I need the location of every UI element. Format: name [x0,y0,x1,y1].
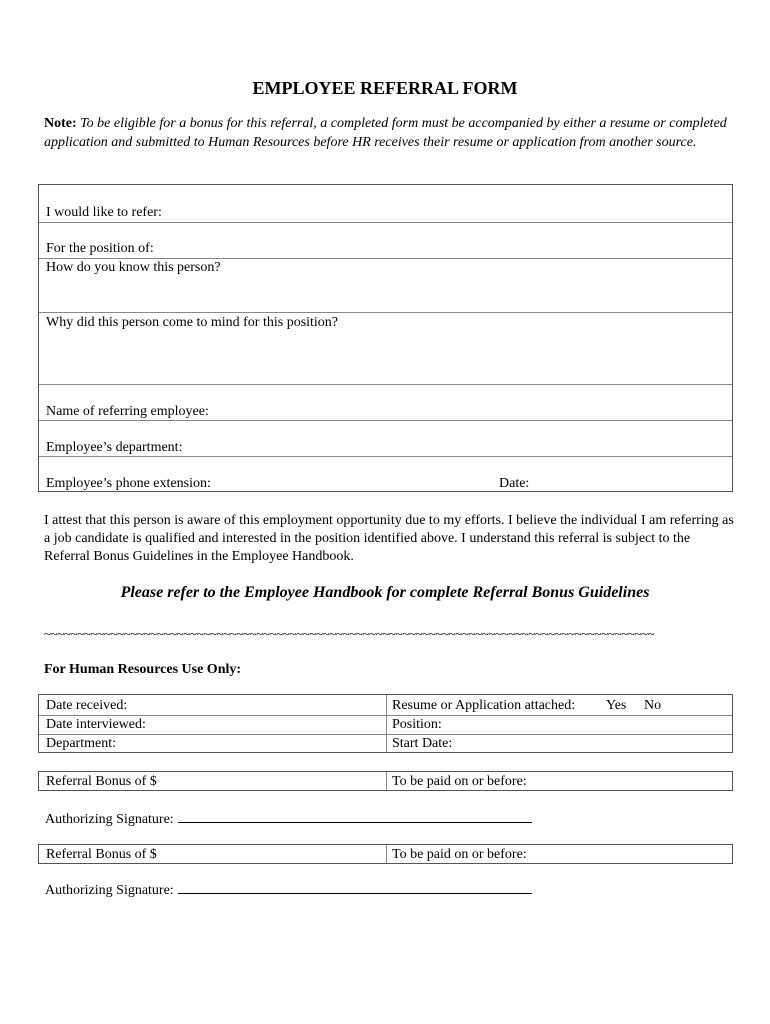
position-field-label: For the position of: [46,241,154,256]
bonus-row-2 [38,844,733,864]
form-title: EMPLOYEE REFERRAL FORM [252,78,518,98]
yes-option: Yes [606,698,627,713]
signature-line [178,881,532,894]
referring-employee-field-label: Name of referring employee: [46,404,209,419]
note-text: To be eligible for a bonus for this referral, a completed form must be accompanied by either a resume or completed application and submitted to Human Resources before HR receives their resume or application from another source. [44,116,727,150]
date-field-label: Date: [499,476,530,491]
no-option: No [644,698,662,713]
date-received-label: Date received: [46,698,128,713]
start-date-label: Start Date: [392,736,453,751]
referral-bonus-label: Referral Bonus of $ [46,847,157,862]
hr-info-table [38,694,733,753]
handbook-notice: Please refer to the Employee Handbook for complete Referral Bonus Guidelines [120,584,650,601]
signature-line [178,810,532,823]
eligibility-note [44,114,734,152]
bonus-row-1 [38,771,733,791]
paid-by-label: To be paid on or before: [392,847,527,862]
attestation-text: I attest that this person is aware of this employment opportunity due to my efforts. I believe the individual I am referring as a job candidate is qualified and interested in the position identified above. I understand this referral is subject to the Referral Bonus Guidelines in the Employee Handbook. [44,513,734,564]
refer-field-label: I would like to refer: [46,205,162,220]
authorizing-signature-1 [45,810,532,828]
date-interviewed-label: Date interviewed: [46,717,146,732]
referral-details-box [38,184,733,492]
signature-label: Authorizing Signature: [45,883,174,898]
hr-position-label: Position: [392,717,442,732]
authorizing-signature-2 [45,881,532,899]
separator-line: ~~~~~~~~~~~~~~~~~~~~~~~~~~~~~~~~~~~~~~~~~~~~~~~~~~~~~~~~~~~~~~~~~~~~~~~~~~~~~~~~~~~~~~~~~~~~ [44,626,655,641]
phone-extension-field-label: Employee’s phone extension: [46,476,211,491]
paid-by-label: To be paid on or before: [392,774,527,789]
hr-section-title: For Human Resources Use Only: [44,662,242,677]
department-field-label: Employee’s department: [46,440,183,455]
hr-department-label: Department: [46,736,116,751]
why-field-label: Why did this person come to mind for this position? [46,315,339,330]
know-person-field-label: How do you know this person? [46,260,221,275]
referral-bonus-label: Referral Bonus of $ [46,774,157,789]
resume-attached-label: Resume or Application attached: [392,698,576,713]
note-label: Note: [44,116,77,131]
signature-label: Authorizing Signature: [45,812,174,827]
